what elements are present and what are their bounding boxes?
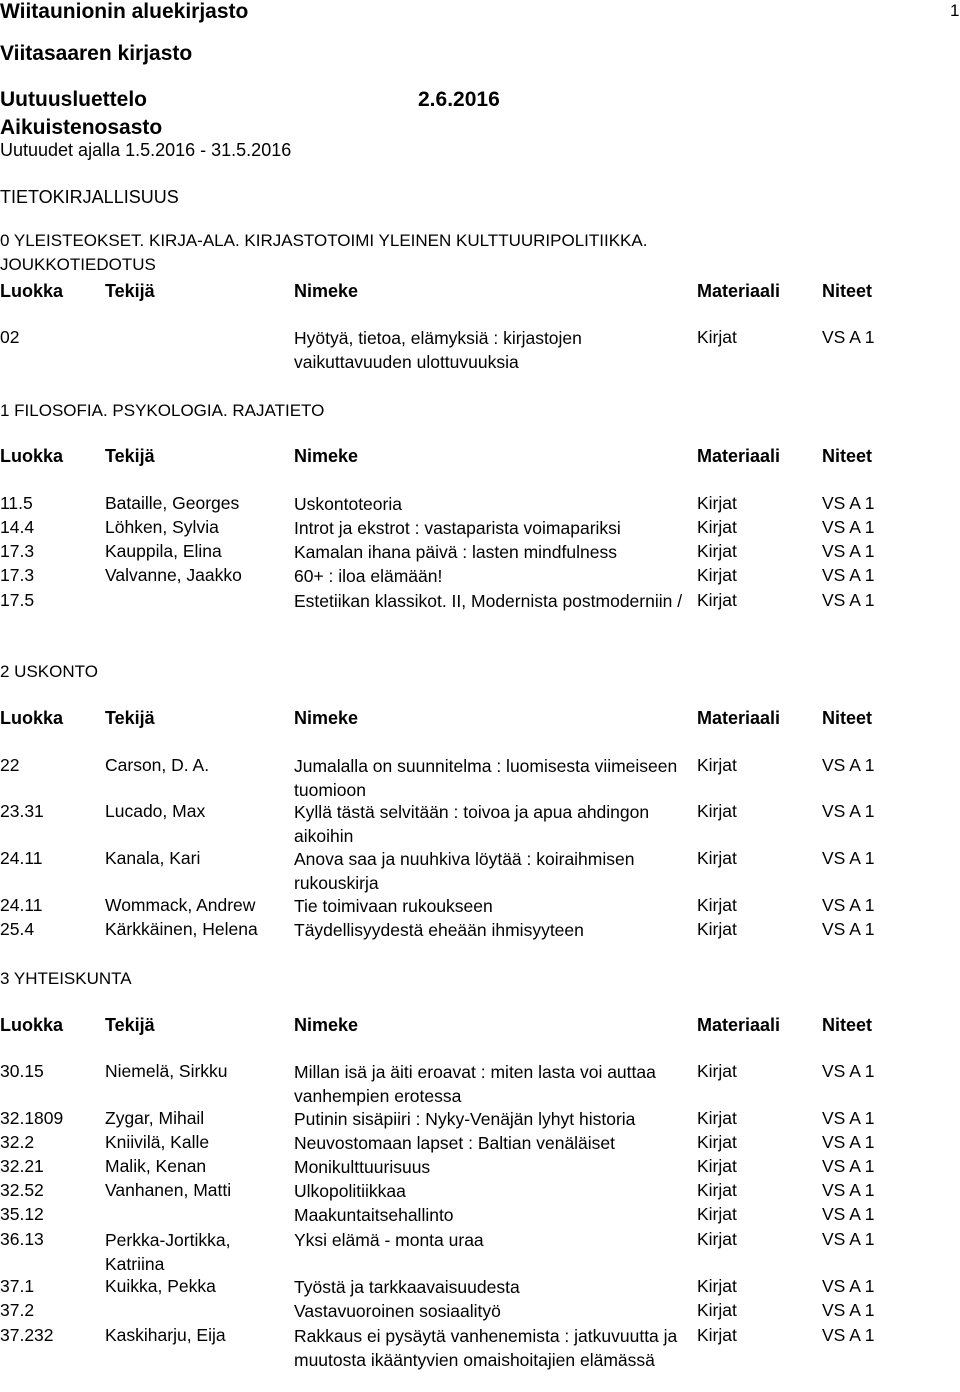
column-header-tekija: Tekijä: [105, 708, 155, 728]
cell-nimeke: Ulkopolitiikkaa: [294, 1181, 406, 1201]
cell-nimeke: Estetiikan klassikot. II, Modernista postmoderniin /: [294, 591, 683, 611]
cell-materiaali: Kirjat: [697, 1061, 737, 1081]
cell-niteet: VS A 1: [822, 1180, 875, 1200]
cell-niteet: VS A 1: [822, 1325, 875, 1345]
section-title: JOUKKOTIEDOTUS: [0, 255, 156, 274]
list-title: Uutuusluettelo: [0, 88, 147, 111]
cell-nimeke: Yksi elämä - monta uraa: [294, 1230, 484, 1250]
cell-luokka: 32.52: [0, 1180, 44, 1200]
section-title: 1 FILOSOFIA. PSYKOLOGIA. RAJATIETO: [0, 401, 325, 420]
column-header-nimeke: Nimeke: [294, 281, 359, 301]
column-header-materiaali: Materiaali: [697, 1015, 781, 1035]
section-title: 3 YHTEISKUNTA: [0, 969, 132, 988]
cell-tekija: Valvanne, Jaakko: [105, 565, 242, 585]
cell-luokka: 17.3: [0, 541, 35, 561]
cell-nimeke: Kyllä tästä selvitään : toivoa ja apua ahdingon aikoihin: [294, 802, 650, 846]
cell-niteet: VS A 1: [822, 1300, 875, 1320]
cell-nimeke: Vastavuoroinen sosiaalityö: [294, 1301, 501, 1321]
cell-luokka: 32.2: [0, 1132, 35, 1152]
column-header-luokka: Luokka: [0, 446, 64, 466]
cell-niteet: VS A 1: [822, 895, 875, 915]
cell-niteet: VS A 1: [822, 1132, 875, 1152]
column-header-niteet: Niteet: [822, 1015, 873, 1035]
department: Aikuistenosasto: [0, 116, 163, 139]
cell-niteet: VS A 1: [822, 1108, 875, 1128]
cell-materiaali: Kirjat: [697, 541, 737, 561]
cell-luokka: 24.11: [0, 895, 43, 915]
cell-tekija: Niemelä, Sirkku: [105, 1061, 228, 1081]
cell-materiaali: Kirjat: [697, 801, 737, 821]
cell-materiaali: Kirjat: [697, 1132, 737, 1152]
column-header-niteet: Niteet: [822, 446, 873, 466]
section-title: 2 USKONTO: [0, 662, 98, 681]
cell-nimeke: Jumalalla on suunnitelma : luomisesta viimeiseen tuomioon: [294, 756, 678, 800]
cell-tekija: Kärkkäinen, Helena: [105, 919, 258, 939]
cell-nimeke: Neuvostomaan lapset : Baltian venäläiset: [294, 1133, 616, 1153]
cell-tekija: Löhken, Sylvia: [105, 517, 219, 537]
column-header-luokka: Luokka: [0, 1015, 64, 1035]
cell-nimeke: Monikulttuurisuus: [294, 1157, 431, 1177]
cell-nimeke: Työstä ja tarkkaavaisuudesta: [294, 1277, 520, 1297]
page-number: 1: [950, 1, 960, 20]
cell-niteet: VS A 1: [822, 590, 875, 610]
column-header-nimeke: Nimeke: [294, 708, 359, 728]
column-header-nimeke: Nimeke: [294, 446, 359, 466]
column-header-materiaali: Materiaali: [697, 281, 781, 301]
cell-luokka: 36.13: [0, 1229, 44, 1249]
cell-luokka: 37.1: [0, 1276, 35, 1296]
library-name: Wiitaunionin aluekirjasto: [0, 0, 249, 23]
cell-materiaali: Kirjat: [697, 895, 737, 915]
cell-tekija: Kniivilä, Kalle: [105, 1132, 210, 1152]
column-header-niteet: Niteet: [822, 281, 873, 301]
cell-materiaali: Kirjat: [697, 1108, 737, 1128]
column-header-tekija: Tekijä: [105, 1015, 155, 1035]
cell-tekija: Vanhanen, Matti: [105, 1180, 232, 1200]
cell-niteet: VS A 1: [822, 1061, 875, 1081]
cell-tekija: Kuikka, Pekka: [105, 1276, 216, 1296]
cell-luokka: 25.4: [0, 919, 35, 939]
cell-nimeke: Täydellisyydestä eheään ihmisyyteen: [294, 920, 584, 940]
cell-materiaali: Kirjat: [697, 565, 737, 585]
cell-materiaali: Kirjat: [697, 755, 737, 775]
cell-luokka: 17.3: [0, 565, 35, 585]
cell-materiaali: Kirjat: [697, 327, 737, 347]
cell-nimeke: Kamalan ihana päivä : lasten mindfulness: [294, 542, 617, 562]
cell-materiaali: Kirjat: [697, 493, 737, 513]
cell-nimeke: Introt ja ekstrot : vastaparista voimapariksi: [294, 518, 621, 538]
cell-niteet: VS A 1: [822, 919, 875, 939]
cell-luokka: 24.11: [0, 848, 43, 868]
cell-materiaali: Kirjat: [697, 1300, 737, 1320]
column-header-materiaali: Materiaali: [697, 708, 781, 728]
category: TIETOKIRJALLISUUS: [0, 187, 179, 207]
cell-materiaali: Kirjat: [697, 919, 737, 939]
cell-niteet: VS A 1: [822, 848, 875, 868]
period: Uutuudet ajalla 1.5.2016 - 31.5.2016: [0, 140, 292, 160]
cell-luokka: 35.12: [0, 1204, 44, 1224]
cell-luokka: 23.31: [0, 801, 44, 821]
cell-nimeke: 60+ : iloa elämään!: [294, 566, 443, 586]
cell-luokka: 22: [0, 755, 20, 775]
cell-niteet: VS A 1: [822, 755, 875, 775]
column-header-materiaali: Materiaali: [697, 446, 781, 466]
cell-nimeke: Uskontoteoria: [294, 494, 402, 514]
cell-tekija: Carson, D. A.: [105, 755, 210, 775]
cell-luokka: 14.4: [0, 517, 35, 537]
cell-niteet: VS A 1: [822, 327, 875, 347]
cell-materiaali: Kirjat: [697, 848, 737, 868]
column-header-niteet: Niteet: [822, 708, 873, 728]
cell-nimeke: Anova saa ja nuuhkiva löytää : koiraihmisen rukouskirja: [294, 849, 635, 893]
cell-materiaali: Kirjat: [697, 1276, 737, 1296]
cell-nimeke: Hyötyä, tietoa, elämyksiä : kirjastojen vaikuttavuuden ulottuvuuksia: [294, 328, 582, 372]
cell-tekija: Zygar, Mihail: [105, 1108, 205, 1128]
cell-niteet: VS A 1: [822, 1276, 875, 1296]
list-date: 2.6.2016: [418, 88, 500, 111]
cell-tekija: Lucado, Max: [105, 801, 206, 821]
cell-nimeke: Tie toimivaan rukoukseen: [294, 896, 493, 916]
cell-niteet: VS A 1: [822, 493, 875, 513]
cell-materiaali: Kirjat: [697, 1325, 737, 1345]
cell-luokka: 17.5: [0, 590, 35, 610]
cell-materiaali: Kirjat: [697, 590, 737, 610]
column-header-luokka: Luokka: [0, 281, 64, 301]
column-header-nimeke: Nimeke: [294, 1015, 359, 1035]
cell-luokka: 02: [0, 327, 20, 347]
cell-materiaali: Kirjat: [697, 517, 737, 537]
cell-tekija: Wommack, Andrew: [105, 895, 256, 915]
cell-niteet: VS A 1: [822, 801, 875, 821]
cell-luokka: 37.2: [0, 1300, 35, 1320]
section-title: 0 YLEISTEOKSET. KIRJA-ALA. KIRJASTOTOIMI YLEINEN KULTTUURIPOLITIIKKA.: [0, 231, 648, 250]
cell-nimeke: Rakkaus ei pysäytä vanhenemista : jatkuvuutta ja muutosta ikääntyvien omaishoitajien elämässä: [294, 1326, 678, 1370]
cell-niteet: VS A 1: [822, 565, 875, 585]
cell-tekija: Kauppila, Elina: [105, 541, 222, 561]
cell-materiaali: Kirjat: [697, 1229, 737, 1249]
column-header-luokka: Luokka: [0, 708, 64, 728]
cell-luokka: 32.1809: [0, 1108, 64, 1128]
cell-niteet: VS A 1: [822, 1229, 875, 1249]
cell-nimeke: Maakuntaitsehallinto: [294, 1205, 454, 1225]
cell-luokka: 30.15: [0, 1061, 44, 1081]
cell-niteet: VS A 1: [822, 517, 875, 537]
cell-luokka: 11.5: [0, 493, 33, 513]
cell-materiaali: Kirjat: [697, 1156, 737, 1176]
cell-nimeke: Millan isä ja äiti eroavat : miten lasta voi auttaa vanhempien erotessa: [294, 1062, 656, 1106]
cell-tekija: Bataille, Georges: [105, 493, 240, 513]
cell-luokka: 37.232: [0, 1325, 54, 1345]
cell-nimeke: Putinin sisäpiiri : Nyky-Venäjän lyhyt historia: [294, 1109, 636, 1129]
cell-tekija: Kanala, Kari: [105, 848, 201, 868]
cell-tekija: Malik, Kenan: [105, 1156, 207, 1176]
cell-materiaali: Kirjat: [697, 1204, 737, 1224]
branch-name: Viitasaaren kirjasto: [0, 42, 193, 65]
cell-tekija: Kaskiharju, Eija: [105, 1325, 226, 1345]
column-header-tekija: Tekijä: [105, 281, 155, 301]
cell-niteet: VS A 1: [822, 1156, 875, 1176]
cell-materiaali: Kirjat: [697, 1180, 737, 1200]
cell-niteet: VS A 1: [822, 1204, 875, 1224]
column-header-tekija: Tekijä: [105, 446, 155, 466]
cell-niteet: VS A 1: [822, 541, 875, 561]
cell-luokka: 32.21: [0, 1156, 44, 1176]
cell-tekija: Perkka-Jortikka, Katriina: [105, 1230, 231, 1274]
